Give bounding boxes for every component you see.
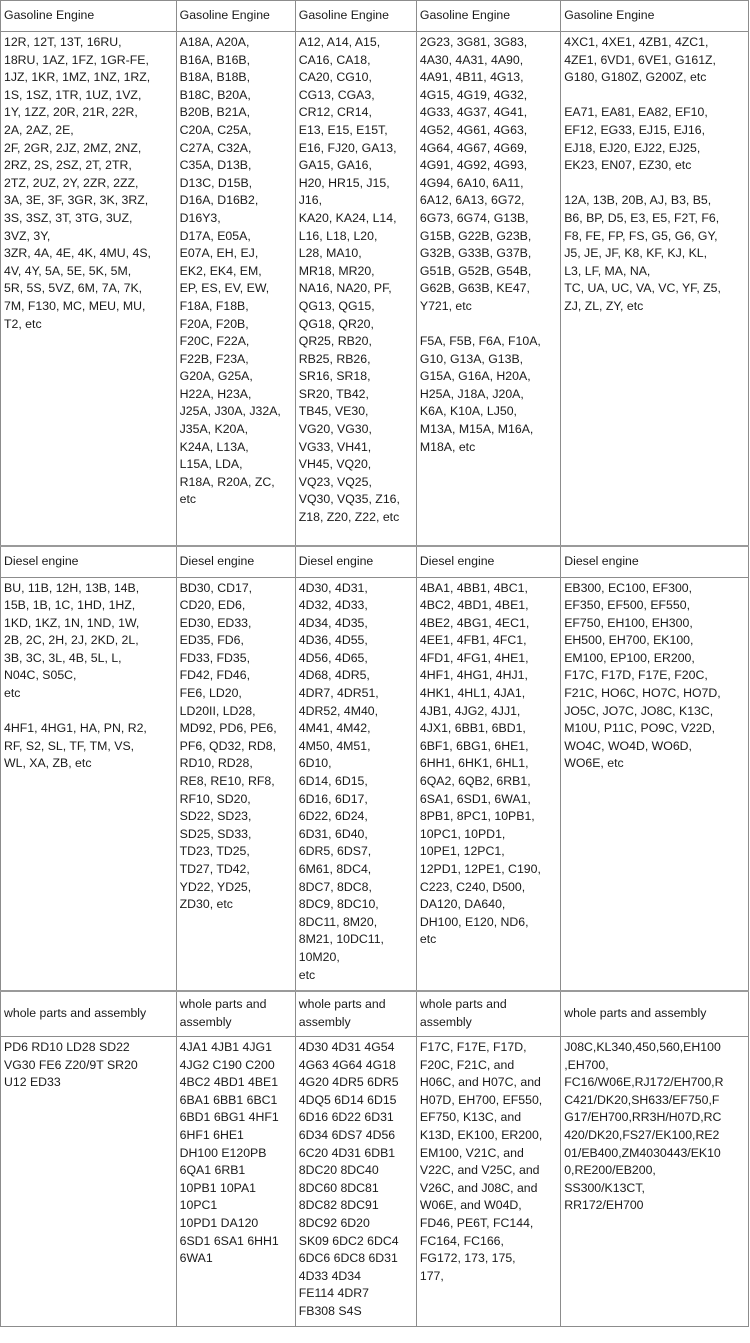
header-cell: whole parts and assembly bbox=[1, 991, 177, 1037]
header-cell: whole parts and assembly bbox=[295, 991, 416, 1037]
header-cell: Diesel engine bbox=[176, 546, 295, 578]
header-cell: whole parts and assembly bbox=[176, 991, 295, 1037]
model-list-cell: 4D30 4D31 4G54 4G63 4G64 4G18 4G20 4DR5 6DR5 4DQ5 6D14 6D15 6D16 6D22 6D31 6D34 6DS7 4D56 6C20 4D31 6DB1 8DC20 8DC40 8DC60 8DC81 8DC82 8DC91 8DC92 6D20 SK09 6DC2 6DC4 6DC6 6DC8 6D31 4D33 4D34 FE114 4DR7 FB308 S4S bbox=[295, 1037, 416, 1327]
diesel-header-row bbox=[1, 546, 749, 578]
assembly-models-row bbox=[1, 1037, 749, 1327]
model-list-cell: A18A, A20A, B16A, B16B, B18A, B18B, B18C, B20A, B20B, B21A, C20A, C25A, C27A, C32A, C35A, D13B, D13C, D15B, D16A, D16B2, D16Y3, D17A, E05A, E07A, EH, EJ, EK2, EK4, EM, EP, ES, EV, EW, F18A, F18B, F20A, F20B, F20C, F22A, F22B, F23A, G20A, G25A, H22A, H23A, J25A, J30A, J32A, J35A, K20A, K24A, L13A, L15A, LDA, R18A, R20A, ZC, etc bbox=[176, 32, 295, 546]
model-list-cell: 12R, 12T, 13T, 16RU, 18RU, 1AZ, 1FZ, 1GR-FE, 1JZ, 1KR, 1MZ, 1NZ, 1RZ, 1S, 1SZ, 1TR, 1UZ, 1VZ, 1Y, 1ZZ, 20R, 21R, 22R, 2A, 2AZ, 2E, 2F, 2GR, 2JZ, 2MZ, 2NZ, 2RZ, 2S, 2SZ, 2T, 2TR, 2TZ, 2UZ, 2Y, 2ZR, 2ZZ, 3A, 3E, 3F, 3GR, 3K, 3RZ, 3S, 3SZ, 3T, 3TG, 3UZ, 3VZ, 3Y, 3ZR, 4A, 4E, 4K, 4MU, 4S, 4V, 4Y, 5A, 5E, 5K, 5M, 5R, 5S, 5VZ, 6M, 7A, 7K, 7M, F130, MC, MEU, MU, T2, etc bbox=[1, 32, 177, 546]
header-cell: Gasoline Engine bbox=[416, 1, 560, 32]
model-list-cell: PD6 RD10 LD28 SD22 VG30 FE6 Z20/9T SR20 U12 ED33 bbox=[1, 1037, 177, 1327]
model-list-cell: EB300, EC100, EF300, EF350, EF500, EF550, EF750, EH100, EH300, EH500, EH700, EK100, EM100, EP100, ER200, F17C, F17D, F17E, F20C, F21C, HO6C, HO7C, HO7D, JO5C, JO7C, JO8C, K13C, M10U, P11C, PO9C, V22D, WO4C, WO4D, WO6D, WO6E, etc bbox=[561, 577, 749, 991]
gasoline-models-row bbox=[1, 32, 749, 546]
model-list-cell: BU, 11B, 12H, 13B, 14B, 15B, 1B, 1C, 1HD, 1HZ, 1KD, 1KZ, 1N, 1ND, 1W, 2B, 2C, 2H, 2J, 2KD, 2L, 3B, 3C, 3L, 4B, 5L, L, N04C, S05C, etc 4HF1, 4HG1, HA, PN, R2, RF, S2, SL, TF, TM, VS, WL, XA, ZB, etc bbox=[1, 577, 177, 991]
header-cell: Gasoline Engine bbox=[1, 1, 177, 32]
header-cell: Gasoline Engine bbox=[176, 1, 295, 32]
model-list-cell: 4JA1 4JB1 4JG1 4JG2 C190 C200 4BC2 4BD1 4BE1 6BA1 6BB1 6BC1 6BD1 6BG1 4HF1 6HF1 6HE1 DH100 E120PB 6QA1 6RB1 10PB1 10PA1 10PC1 10PD1 DA120 6SD1 6SA1 6HH1 6WA1 bbox=[176, 1037, 295, 1327]
gasoline-header-row bbox=[1, 1, 749, 32]
model-list-cell: 4D30, 4D31, 4D32, 4D33, 4D34, 4D35, 4D36, 4D55, 4D56, 4D65, 4D68, 4DR5, 4DR7, 4DR51, 4DR52, 4M40, 4M41, 4M42, 4M50, 4M51, 6D10, 6D14, 6D15, 6D16, 6D17, 6D22, 6D24, 6D31, 6D40, 6DR5, 6DS7, 6M61, 8DC4, 8DC7, 8DC8, 8DC9, 8DC10, 8DC11, 8M20, 8M21, 10DC11, 10M20, etc bbox=[295, 577, 416, 991]
header-cell: whole parts and assembly bbox=[416, 991, 560, 1037]
header-cell: Gasoline Engine bbox=[295, 1, 416, 32]
header-cell: Diesel engine bbox=[416, 546, 560, 578]
model-list-cell: 4XC1, 4XE1, 4ZB1, 4ZC1, 4ZE1, 6VD1, 6VE1, G161Z, G180, G180Z, G200Z, etc EA71, EA81, EA82, EF10, EF12, EG33, EJ15, EJ16, EJ18, EJ20, EJ22, EJ25, EK23, EN07, EZ30, etc 12A, 13B, 20B, AJ, B3, B5, B6, BP, D5, E3, E5, F2T, F6, F8, FE, FP, FS, G5, G6, GY, J5, JE, JF, K8, KF, KJ, KL, L3, LF, MA, NA, TC, UA, UC, VA, VC, YF, Z5, ZJ, ZL, ZY, etc bbox=[561, 32, 749, 546]
model-list-cell: 2G23, 3G81, 3G83, 4A30, 4A31, 4A90, 4A91, 4B11, 4G13, 4G15, 4G19, 4G32, 4G33, 4G37, 4G41, 4G52, 4G61, 4G63, 4G64, 4G67, 4G69, 4G91, 4G92, 4G93, 4G94, 6A10, 6A11, 6A12, 6A13, 6G72, 6G73, 6G74, G13B, G15B, G22B, G23B, G32B, G33B, G37B, G51B, G52B, G54B, G62B, G63B, KE47, Y721, etc F5A, F5B, F6A, F10A, G10, G13A, G13B, G15A, G16A, H20A, H25A, J18A, J20A, K6A, K10A, LJ50, M13A, M15A, M16A, M18A, etc bbox=[416, 32, 560, 546]
model-list-cell: F17C, F17E, F17D, F20C, F21C, and H06C, and H07C, and H07D, EH700, EF550, EF750, K13C, and K13D, EK100, ER200, EM100, V21C, and V22C, and V25C, and V26C, and J08C, and W06E, and W04D, FD46, PE6T, FC144, FC164, FC166, FG172, 173, 175, 177, bbox=[416, 1037, 560, 1327]
model-list-cell: J08C,KL340,450,560,EH100 ,EH700, FC16/W06E,RJ172/EH700,R C421/DK20,SH633/EF750,F G17/EH700,RR3H/H07D,RC 420/DK20,FS27/EK100,RE2 01/EB400,ZM4030443/EK10 0,RE200/EB200, SS300/K13CT, RR172/EH700 bbox=[561, 1037, 749, 1327]
header-cell: Diesel engine bbox=[561, 546, 749, 578]
assembly-header-row bbox=[1, 991, 749, 1037]
header-cell: Gasoline Engine bbox=[561, 1, 749, 32]
model-list-cell: A12, A14, A15, CA16, CA18, CA20, CG10, CG13, CGA3, CR12, CR14, E13, E15, E15T, E16, FJ20, GA13, GA15, GA16, H20, HR15, J15, J16, KA20, KA24, L14, L16, L18, L20, L28, MA10, MR18, MR20, NA16, NA20, PF, QG13, QG15, QG18, QR20, QR25, RB20, RB25, RB26, SR16, SR18, SR20, TB42, TB45, VE30, VG20, VG30, VG33, VH41, VH45, VQ20, VQ23, VQ25, VQ30, VQ35, Z16, Z18, Z20, Z22, etc bbox=[295, 32, 416, 546]
header-cell: Diesel engine bbox=[1, 546, 177, 578]
model-list-cell: BD30, CD17, CD20, ED6, ED30, ED33, ED35, FD6, FD33, FD35, FD42, FD46, FE6, LD20, LD20II, LD28, MD92, PD6, PE6, PF6, QD32, RD8, RD10, RD28, RE8, RE10, RF8, RF10, SD20, SD22, SD23, SD25, SD33, TD23, TD25, TD27, TD42, YD22, YD25, ZD30, etc bbox=[176, 577, 295, 991]
header-cell: whole parts and assembly bbox=[561, 991, 749, 1037]
header-cell: Diesel engine bbox=[295, 546, 416, 578]
diesel-models-row bbox=[1, 577, 749, 991]
model-list-cell: 4BA1, 4BB1, 4BC1, 4BC2, 4BD1, 4BE1, 4BE2, 4BG1, 4EC1, 4EE1, 4FB1, 4FC1, 4FD1, 4FG1, 4HE1, 4HF1, 4HG1, 4HJ1, 4HK1, 4HL1, 4JA1, 4JB1, 4JG2, 4JJ1, 4JX1, 6BB1, 6BD1, 6BF1, 6BG1, 6HE1, 6HH1, 6HK1, 6HL1, 6QA2, 6QB2, 6RB1, 6SA1, 6SD1, 6WA1, 8PB1, 8PC1, 10PB1, 10PC1, 10PD1, 10PE1, 12PC1, 12PD1, 12PE1, C190, C223, C240, D500, DA120, DA640, DH100, E120, ND6, etc bbox=[416, 577, 560, 991]
